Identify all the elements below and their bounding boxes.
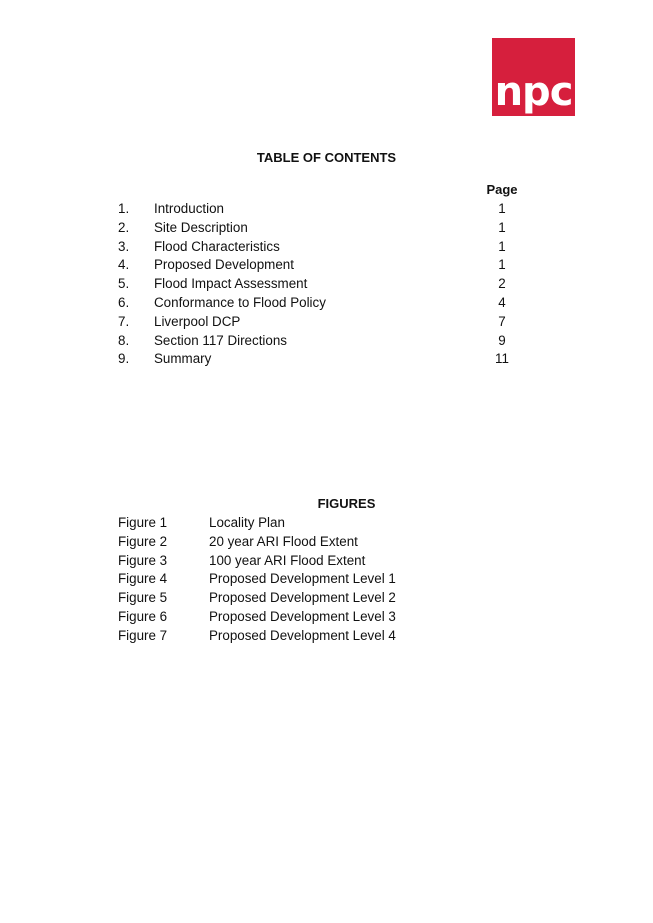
toc-entry <box>118 256 538 275</box>
figure-title: 20 year ARI Flood Extent <box>209 533 358 549</box>
figure-title: Proposed Development Level 3 <box>209 608 396 624</box>
toc-entry <box>118 332 538 351</box>
figure-entry <box>118 514 518 533</box>
toc-entry-page: 7 <box>498 313 506 329</box>
figure-title: Locality Plan <box>209 515 285 530</box>
toc-entry-page: 2 <box>498 276 506 292</box>
toc-entry-title: Liverpool DCP <box>154 313 241 329</box>
toc-entry-title: Flood Characteristics <box>154 238 280 254</box>
figure-number: Figure 6 <box>118 608 168 624</box>
toc-entry-page: 4 <box>498 294 506 310</box>
toc-entry-page: 9 <box>498 332 506 348</box>
toc-entry-title: Section 117 Directions <box>154 332 287 348</box>
figure-number: Figure 4 <box>118 571 168 587</box>
toc-entry-title: Site Description <box>154 219 248 235</box>
toc-entry-number: 2. <box>118 219 130 235</box>
figure-title: Proposed Development Level 4 <box>209 627 396 643</box>
toc-entry-number: 5. <box>118 276 130 292</box>
toc-entry <box>118 313 538 332</box>
figure-number: Figure 1 <box>118 515 168 530</box>
figure-entry <box>118 570 518 589</box>
figure-number: Figure 5 <box>118 590 168 606</box>
toc-entry-page: 1 <box>498 257 506 273</box>
figures-title: FIGURES <box>317 496 376 511</box>
toc-entry-page: 1 <box>498 219 506 235</box>
logo-text: npc <box>494 69 573 115</box>
toc-list <box>118 200 538 369</box>
figure-entry <box>118 627 518 646</box>
toc-title: TABLE OF CONTENTS <box>256 150 397 165</box>
figure-title: 100 year ARI Flood Extent <box>209 552 366 568</box>
toc-entry-title: Introduction <box>154 201 224 216</box>
toc-entry-title: Flood Impact Assessment <box>154 276 308 292</box>
toc-entry <box>118 238 538 257</box>
figures-list <box>118 514 518 646</box>
toc-entry-number: 9. <box>118 351 130 367</box>
toc-entry-number: 6. <box>118 294 130 310</box>
figure-entry <box>118 552 518 571</box>
figure-title: Proposed Development Level 2 <box>209 590 396 606</box>
toc-entry-number: 3. <box>118 238 130 254</box>
figure-number: Figure 2 <box>118 533 168 549</box>
figure-number: Figure 3 <box>118 552 168 568</box>
toc-page-header: Page <box>486 182 518 197</box>
toc-entry-page: 11 <box>495 351 509 367</box>
toc-entry-number: 7. <box>118 313 130 329</box>
toc-entry <box>118 200 538 219</box>
toc-entry <box>118 275 538 294</box>
toc-entry <box>118 350 538 369</box>
toc-entry-number: 1. <box>118 201 130 216</box>
figure-entry <box>118 608 518 627</box>
toc-entry <box>118 219 538 238</box>
toc-entry-number: 8. <box>118 332 130 348</box>
figure-entry <box>118 589 518 608</box>
toc-entry-title: Proposed Development <box>154 257 294 273</box>
toc-entry-page: 1 <box>498 201 506 216</box>
toc-entry-title: Conformance to Flood Policy <box>154 294 326 310</box>
npc-logo <box>492 38 575 116</box>
toc-entry <box>118 294 538 313</box>
figure-entry <box>118 533 518 552</box>
figure-title: Proposed Development Level 1 <box>209 571 396 587</box>
toc-entry-page: 1 <box>498 238 506 254</box>
figure-number: Figure 7 <box>118 627 168 643</box>
toc-entry-number: 4. <box>118 257 130 273</box>
toc-entry-title: Summary <box>154 351 212 367</box>
